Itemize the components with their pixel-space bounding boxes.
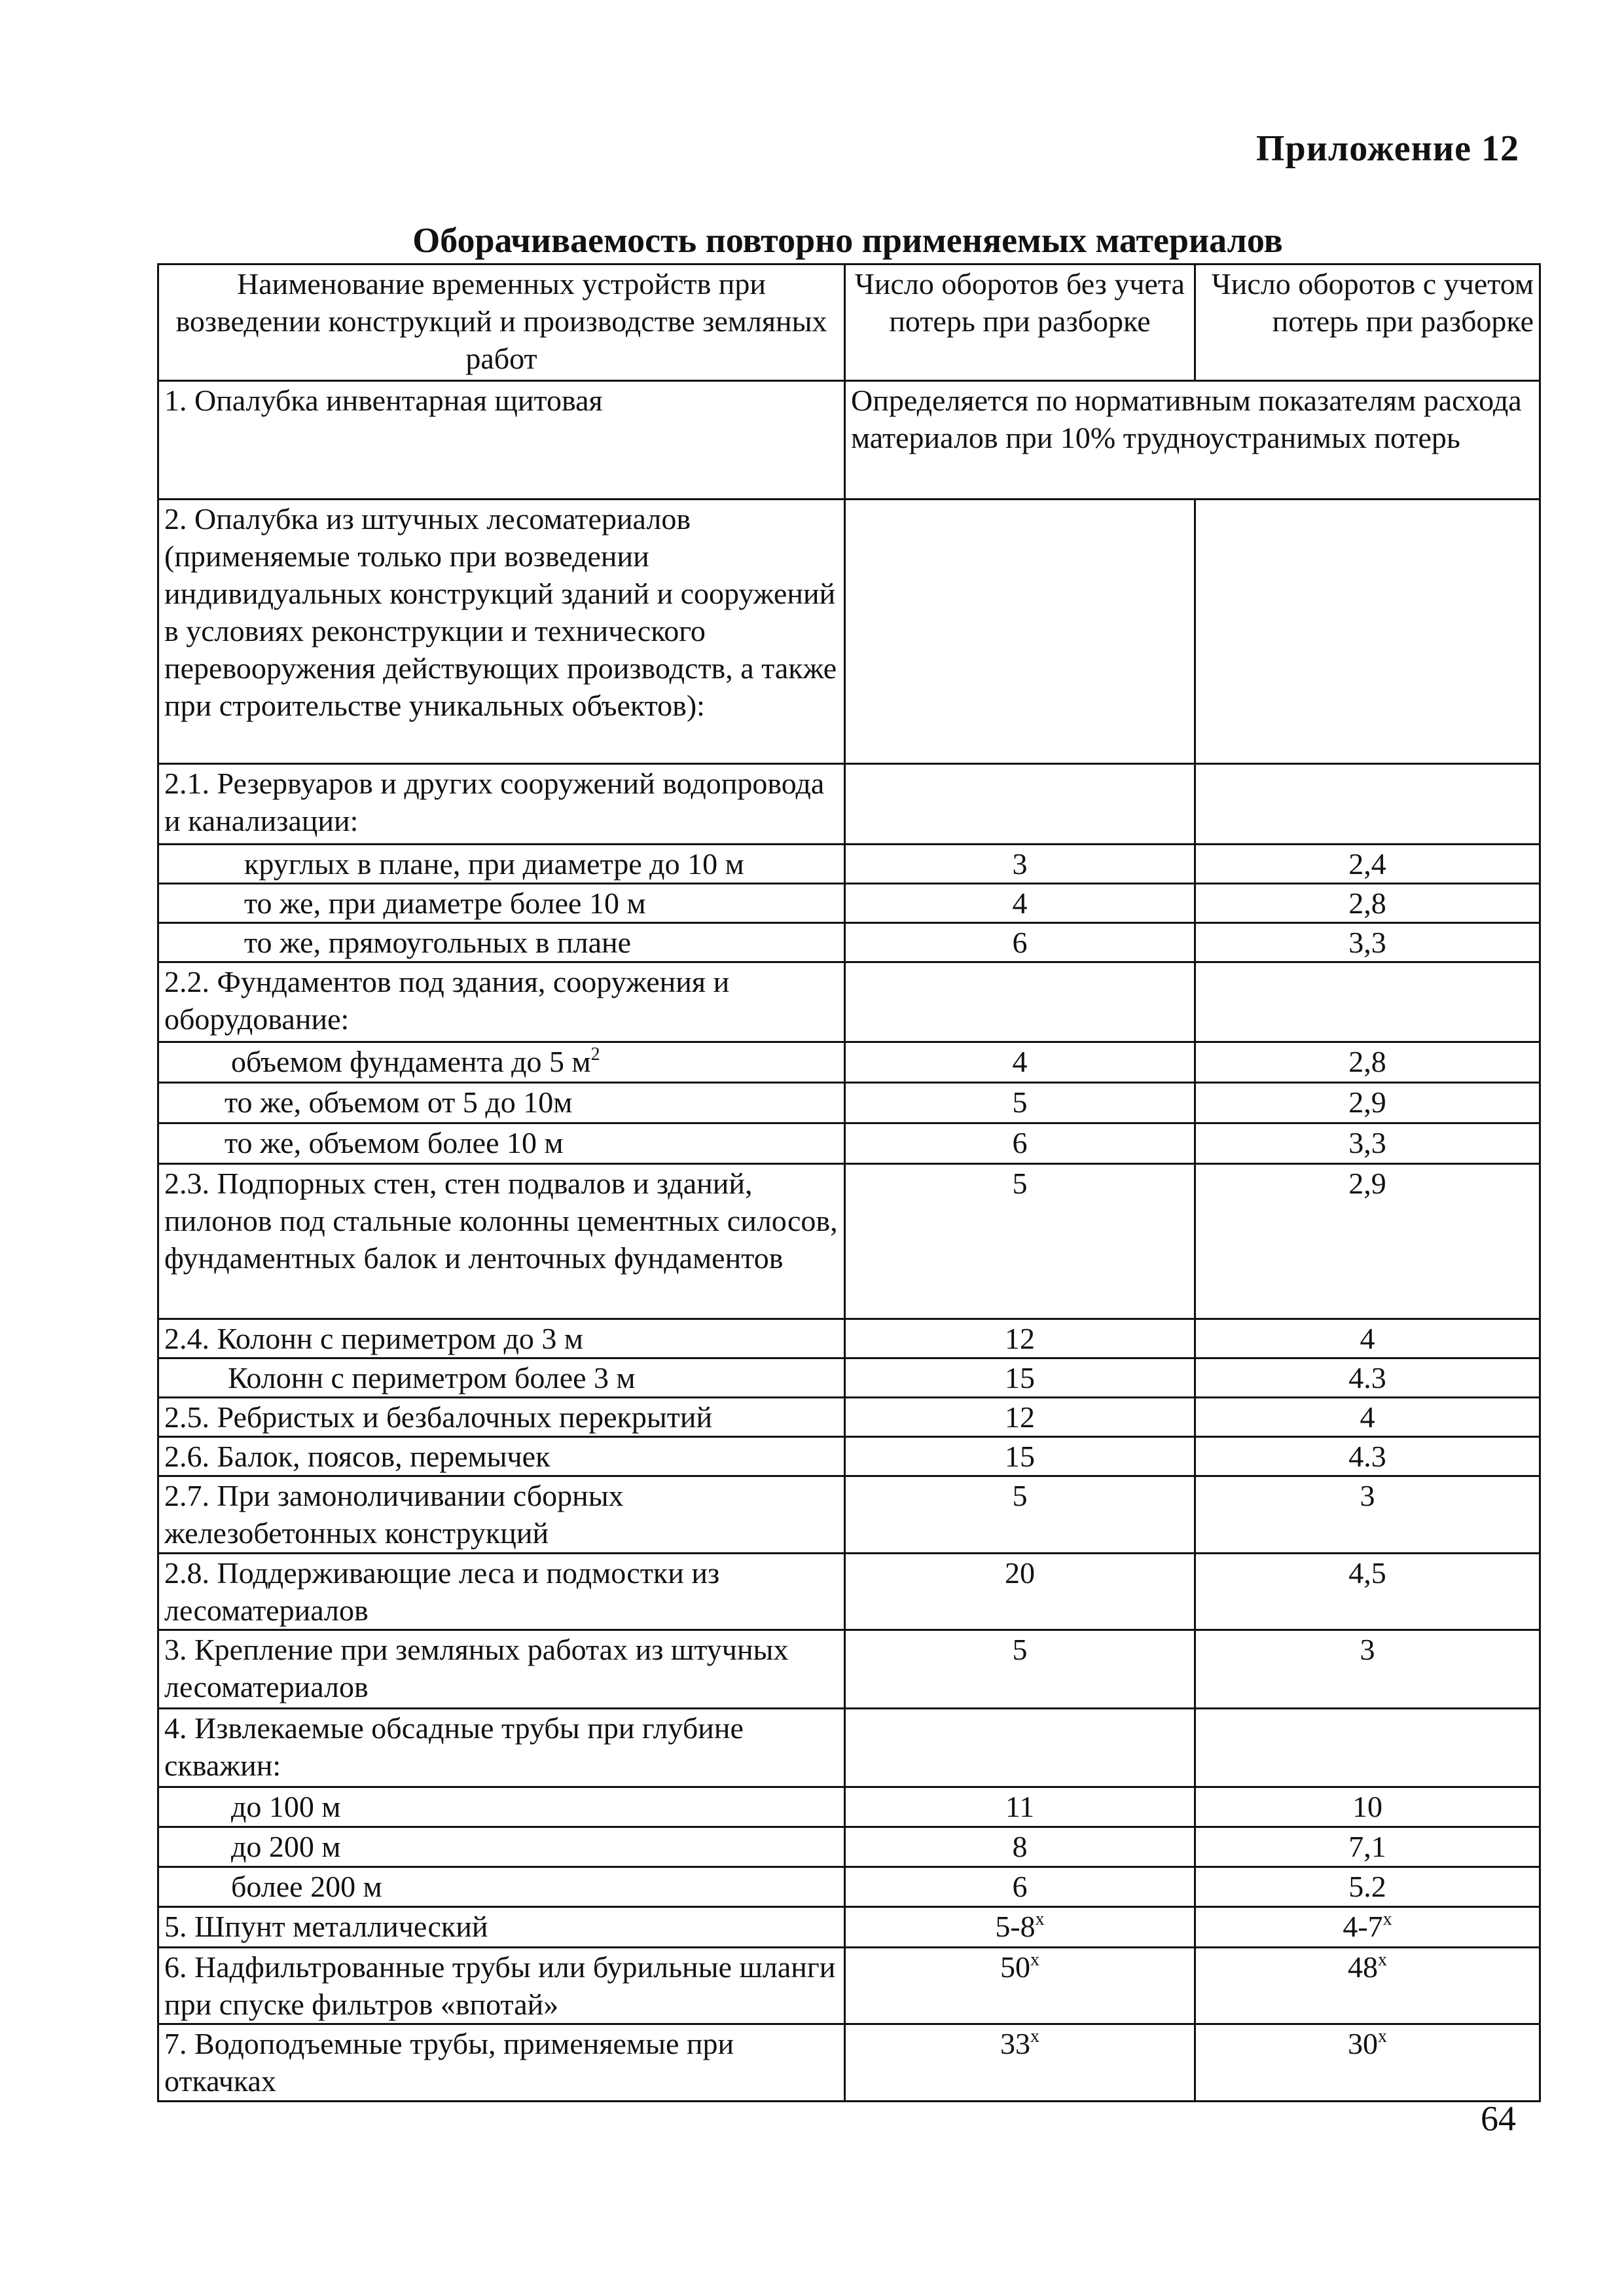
row-label: 7. Водоподъемные трубы, применяемые при откачках <box>158 2024 845 2102</box>
row-label: до 100 м <box>158 1787 845 1827</box>
row-value-without-losses <box>845 1907 1195 1948</box>
row-value-with-losses <box>1195 962 1540 1042</box>
page-number: 64 <box>1481 2099 1516 2138</box>
row-label: Колонн с периметром более 3 м <box>158 1358 845 1398</box>
value-footnote-mark: x <box>1035 1909 1045 1929</box>
row-label: 1. Опалубка инвентарная щитовая <box>158 381 845 500</box>
table-row <box>158 1123 1540 1164</box>
row-value-without-losses: 8 <box>845 1827 1195 1867</box>
row-label: 5. Шпунт металлический <box>158 1907 845 1948</box>
row-value-with-losses: 7,1 <box>1195 1827 1540 1867</box>
table-row <box>158 1630 1540 1709</box>
row-label: то же, объемом более 10 м <box>158 1123 845 1164</box>
row-label: 4. Извлекаемые обсадные трубы при глубине скважин: <box>158 1709 845 1787</box>
page-title: Оборачиваемость повторно применяемых материалов <box>412 221 1283 260</box>
row-value-without-losses: 4 <box>845 1042 1195 1083</box>
table-row <box>158 1709 1540 1787</box>
table-row <box>158 764 1540 845</box>
table-row <box>158 1042 1540 1083</box>
row-value-with-losses: 10 <box>1195 1787 1540 1827</box>
value-text: 33 <box>1000 2027 1030 2060</box>
row-value-without-losses: 6 <box>845 1867 1195 1907</box>
table-row <box>158 1319 1540 1358</box>
table-row <box>158 1787 1540 1827</box>
row-value-without-losses: 12 <box>845 1398 1195 1437</box>
row-value-with-losses: 2,8 <box>1195 884 1540 923</box>
row-merged-note: Определяется по нормативным показателям расхода материалов при 10% трудноустранимых потерь <box>845 381 1540 500</box>
table-row <box>158 923 1540 962</box>
row-label: круглых в плане, при диаметре до 10 м <box>158 845 845 884</box>
row-value-without-losses <box>845 500 1195 764</box>
row-label: 2.2. Фундаментов под здания, сооружения и оборудование: <box>158 962 845 1042</box>
row-value-with-losses <box>1195 2024 1540 2102</box>
header-turnover-with-losses: Число оборотов с учетом потерь при разборке <box>1195 264 1540 381</box>
value-footnote-mark: x <box>1030 1950 1039 1970</box>
row-value-with-losses: 4.3 <box>1195 1437 1540 1476</box>
row-value-with-losses <box>1195 1948 1540 2024</box>
value-footnote-mark: x <box>1382 1909 1392 1929</box>
row-value-with-losses <box>1195 764 1540 845</box>
value-text: 30 <box>1348 2027 1378 2060</box>
value-footnote-mark: x <box>1378 1950 1387 1970</box>
row-label: то же, прямоугольных в плане <box>158 923 845 962</box>
row-value-with-losses: 2,4 <box>1195 845 1540 884</box>
row-value-without-losses: 6 <box>845 1123 1195 1164</box>
row-value-without-losses: 5 <box>845 1476 1195 1554</box>
table-row <box>158 845 1540 884</box>
value-text: 5-8 <box>995 1910 1036 1943</box>
row-value-with-losses: 4.3 <box>1195 1358 1540 1398</box>
table-row <box>158 1164 1540 1319</box>
row-value-with-losses: 4 <box>1195 1319 1540 1358</box>
row-value-with-losses: 2,8 <box>1195 1042 1540 1083</box>
value-footnote-mark: x <box>1030 2026 1039 2047</box>
table-row <box>158 500 1540 764</box>
row-value-with-losses: 2,9 <box>1195 1083 1540 1123</box>
row-value-without-losses <box>845 962 1195 1042</box>
row-value-with-losses: 4 <box>1195 1398 1540 1437</box>
row-label: 6. Надфильтрованные трубы или бурильные шланги при спуске фильтров «впотай» <box>158 1948 845 2024</box>
table-row <box>158 1437 1540 1476</box>
row-value-with-losses <box>1195 500 1540 764</box>
row-label-superscript: 2 <box>590 1044 600 1065</box>
row-value-without-losses: 3 <box>845 845 1195 884</box>
table-row <box>158 1948 1540 2024</box>
row-value-without-losses: 15 <box>845 1358 1195 1398</box>
value-text: 50 <box>1000 1950 1030 1984</box>
value-text: 48 <box>1348 1950 1378 1984</box>
row-label: 2.6. Балок, поясов, перемычек <box>158 1437 845 1476</box>
row-label: 2.4. Колонн с периметром до 3 м <box>158 1319 845 1358</box>
row-value-with-losses <box>1195 1907 1540 1948</box>
row-label: более 200 м <box>158 1867 845 1907</box>
row-value-without-losses: 15 <box>845 1437 1195 1476</box>
row-value-with-losses: 4,5 <box>1195 1554 1540 1630</box>
turnover-table <box>157 263 1541 2102</box>
row-value-with-losses: 3 <box>1195 1630 1540 1709</box>
table-header-row <box>158 264 1540 381</box>
row-label: 2.8. Поддерживающие леса и подмостки из лесоматериалов <box>158 1554 845 1630</box>
table-row <box>158 1398 1540 1437</box>
row-value-with-losses: 5.2 <box>1195 1867 1540 1907</box>
table-row <box>158 2024 1540 2102</box>
row-value-without-losses: 5 <box>845 1630 1195 1709</box>
table-row <box>158 1554 1540 1630</box>
row-label: 2.3. Подпорных стен, стен подвалов и зданий, пилонов под стальные колонны цементных силосов, фундаментных балок и ленточных фундаментов <box>158 1164 845 1319</box>
row-label <box>158 1042 845 1083</box>
row-label-text: объемом фундамента до 5 м <box>231 1045 591 1078</box>
row-value-without-losses: 5 <box>845 1083 1195 1123</box>
table-row <box>158 1358 1540 1398</box>
table-row <box>158 1827 1540 1867</box>
row-value-without-losses: 11 <box>845 1787 1195 1827</box>
row-value-with-losses: 3,3 <box>1195 923 1540 962</box>
row-value-with-losses: 3 <box>1195 1476 1540 1554</box>
table-row <box>158 381 1540 500</box>
row-value-without-losses <box>845 2024 1195 2102</box>
row-value-without-losses <box>845 1948 1195 2024</box>
row-label: 3. Крепление при земляных работах из штучных лесоматериалов <box>158 1630 845 1709</box>
row-label: то же, при диаметре более 10 м <box>158 884 845 923</box>
row-value-without-losses <box>845 764 1195 845</box>
table-row <box>158 1907 1540 1948</box>
header-turnover-without-losses: Число оборотов без учета потерь при разборке <box>845 264 1195 381</box>
row-label: то же, объемом от 5 до 10м <box>158 1083 845 1123</box>
row-label: 2.1. Резервуаров и других сооружений водопровода и канализации: <box>158 764 845 845</box>
row-value-with-losses <box>1195 1709 1540 1787</box>
row-value-without-losses: 6 <box>845 923 1195 962</box>
row-label: 2.7. При замоноличивании сборных железобетонных конструкций <box>158 1476 845 1554</box>
row-value-without-losses: 4 <box>845 884 1195 923</box>
table-row <box>158 1083 1540 1123</box>
row-value-without-losses <box>845 1709 1195 1787</box>
table-row <box>158 1867 1540 1907</box>
value-footnote-mark: x <box>1378 2026 1387 2047</box>
table-row <box>158 884 1540 923</box>
header-name: Наименование временных устройств при возведении конструкций и производстве земляных работ <box>158 264 845 381</box>
row-label: до 200 м <box>158 1827 845 1867</box>
value-text: 4-7 <box>1343 1910 1383 1943</box>
row-value-with-losses: 2,9 <box>1195 1164 1540 1319</box>
appendix-label: Приложение 12 <box>1255 128 1519 169</box>
row-value-without-losses: 5 <box>845 1164 1195 1319</box>
row-label: 2.5. Ребристых и безбалочных перекрытий <box>158 1398 845 1437</box>
row-value-without-losses: 12 <box>845 1319 1195 1358</box>
row-value-with-losses: 3,3 <box>1195 1123 1540 1164</box>
table-row <box>158 962 1540 1042</box>
row-value-without-losses: 20 <box>845 1554 1195 1630</box>
table-row <box>158 1476 1540 1554</box>
row-label: 2. Опалубка из штучных лесоматериалов (применяемые только при возведении индивидуальных конструкций зданий и сооружений в условиях реконструкции и технического перевооружения действующих производств, а также при строительстве уникальных объектов): <box>158 500 845 764</box>
